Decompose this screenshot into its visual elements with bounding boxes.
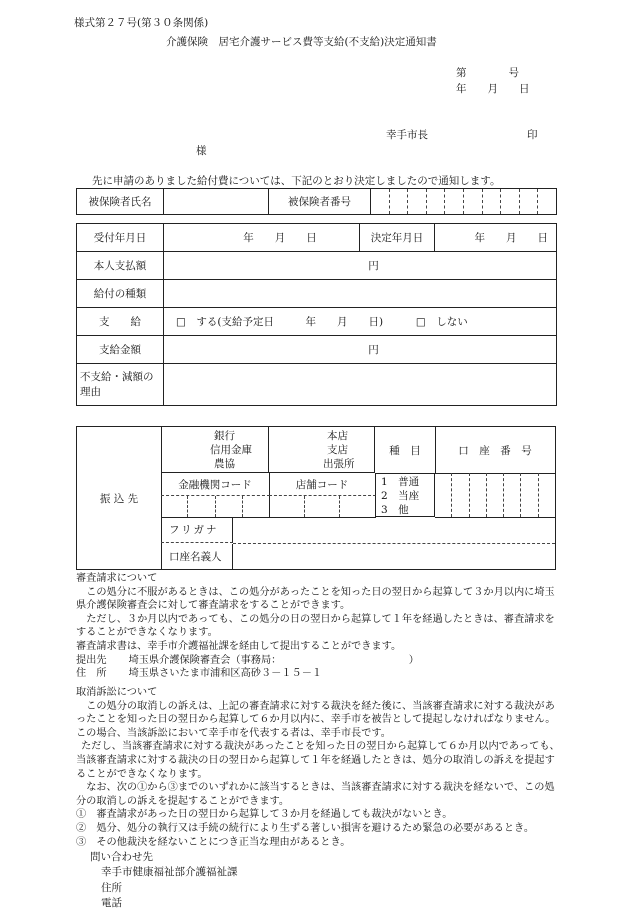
review-paragraph-1: この処分に不服があるときは、この処分があったことを知った日の翌日から起算して３か月以内に埼玉県介護保険審査会に対して審査請求をすることができます。: [76, 586, 555, 612]
self-pay-label: 本人支払額: [77, 252, 164, 280]
decision-date-label: 決定年月日: [360, 224, 435, 252]
contact-address: 住所: [101, 882, 122, 894]
insured-name-field[interactable]: [164, 189, 269, 215]
kind-ordinary: 1 普通: [381, 476, 420, 488]
kind-other: 3 他: [381, 504, 409, 516]
lawsuit-item-2: ② 処分、処分の執行又は手続の続行により生ずる著しい損害を避けるため緊急の必要があるとき。: [76, 822, 535, 834]
recipient-suffix: 様: [196, 145, 207, 157]
account-number-label: 口 座 番 号: [435, 427, 555, 474]
bank-type-bank: 銀行: [214, 430, 235, 442]
lawsuit-heading: 取消訴訟について: [76, 687, 158, 698]
branch-type-main: 本店: [327, 430, 348, 442]
account-holder-label: 口座名義人: [161, 544, 233, 569]
insured-table: [76, 188, 557, 215]
document-number: 第 号: [456, 67, 519, 79]
bank-transfer-table: [76, 426, 556, 570]
lawsuit-paragraph-2: ただし、当該審査請求に対する裁決があったことを知った日の翌日から起算して６か月以内であっても、当該審査請求に対する裁決の日の翌日から起算して１年を経過したときは、処分の取消しの訴えを提起することができなくなります。: [76, 741, 560, 780]
reason-label: 不支給・減額の理由: [77, 364, 164, 406]
receipt-date-label: 受付年月日: [77, 224, 164, 252]
benefit-type-field[interactable]: [164, 280, 557, 308]
bank-type-credit: 信用金庫: [210, 444, 252, 456]
branch-type-office: 出張所: [323, 458, 355, 470]
branch-code-field[interactable]: [269, 496, 376, 518]
lawsuit-item-3: ③ その他裁決を経ないことにつき正当な理由があるとき。: [76, 836, 351, 848]
lawsuit-section: [76, 686, 564, 849]
bank-code-field[interactable]: [161, 496, 270, 518]
decision-table: [76, 223, 557, 406]
payment-options: [164, 308, 557, 336]
bank-type-agri: 農協: [214, 458, 235, 470]
payment-yes-checkbox[interactable]: □ する(支給予定日 年 月 日): [176, 316, 384, 328]
decision-date-value[interactable]: 年 月 日: [435, 224, 557, 252]
document-title: 介護保険 居宅介護サービス費等支給(不支給)決定通知書: [166, 36, 437, 48]
kind-options[interactable]: [375, 473, 435, 517]
account-number-field[interactable]: [435, 473, 555, 518]
account-holder-field[interactable]: [233, 544, 555, 569]
reason-field[interactable]: [164, 364, 557, 406]
lawsuit-paragraph-3: なお、次の①から③までのいずれかに該当するときは、当該審査請求に対する裁決を経ないで、この処分の取消しの訴えを提起することができます。: [76, 782, 555, 807]
seal-mark: 印: [527, 129, 538, 141]
furigana-field[interactable]: [233, 517, 555, 544]
bank-type-field[interactable]: [161, 427, 269, 473]
bank-code-label: 金融機関コード: [161, 473, 270, 496]
submit-value: 埼玉県介護保険審査会（事務局： ）: [128, 654, 419, 666]
document-date: 年 月 日: [456, 83, 530, 95]
intro-text: 先に申請のありました給付費については、下記のとおり決定しましたので通知します。: [92, 175, 501, 187]
branch-type-field[interactable]: [269, 427, 375, 473]
review-heading: 審査請求について: [76, 573, 158, 584]
branch-code-label: 店舗コード: [269, 473, 376, 496]
benefit-type-label: 給付の種類: [77, 280, 164, 308]
payment-no-checkbox[interactable]: □ しない: [415, 316, 468, 328]
kind-label: 種 目: [375, 427, 436, 474]
address-value: 埼玉県さいたま市浦和区高砂３－１５－１: [128, 668, 323, 680]
self-pay-yen[interactable]: 円: [164, 252, 557, 280]
branch-type-branch: 支店: [327, 444, 348, 456]
contact-phone: 電話: [101, 897, 122, 909]
address-label: 住 所: [76, 668, 107, 680]
payment-amount-yen[interactable]: 円: [164, 336, 557, 364]
review-section: [76, 572, 564, 681]
payment-label: 支 給: [77, 308, 164, 336]
insured-number-label: 被保険者番号: [269, 189, 371, 215]
payment-amount-label: 支給金額: [77, 336, 164, 364]
receipt-date-value[interactable]: 年 月 日: [164, 224, 360, 252]
furigana-label: フリガナ: [161, 517, 233, 543]
insured-number-field[interactable]: [371, 189, 557, 215]
submit-label: 提出先: [76, 654, 107, 666]
kind-current: 2 当座: [381, 490, 420, 502]
review-paragraph-3: 審査請求書は、幸手市介護福祉課を経由して提出することができます。: [76, 640, 402, 652]
issuer: 幸手市長: [386, 129, 428, 141]
contact-heading: 問い合わせ先: [90, 851, 153, 863]
transfer-label: 振 込 先: [77, 427, 162, 569]
insured-name-label: 被保険者氏名: [77, 189, 164, 215]
review-paragraph-2: ただし、３か月以内であっても、この処分の日の翌日から起算して１年を経過したときは、審査請求をすることができなくなります。: [76, 613, 555, 639]
lawsuit-item-1: ① 審査請求があった日の翌日から起算して３か月を経過しても裁決がないとき。: [76, 809, 453, 821]
contact-department: 幸手市健康福祉部介護福祉課: [101, 866, 238, 878]
form-number: 様式第２７号(第３０条関係): [74, 17, 209, 29]
lawsuit-paragraph-1: この処分の取消しの訴えは、上記の審査請求に対する裁決を経た後に、当該審査請求に対する裁決があったことを知った日の翌日から起算して６か月以内に、幸手市を被告として提起しなければなりません。この場合、当該訴訟において幸手市を代表する者は、幸手市長です。: [76, 700, 556, 739]
